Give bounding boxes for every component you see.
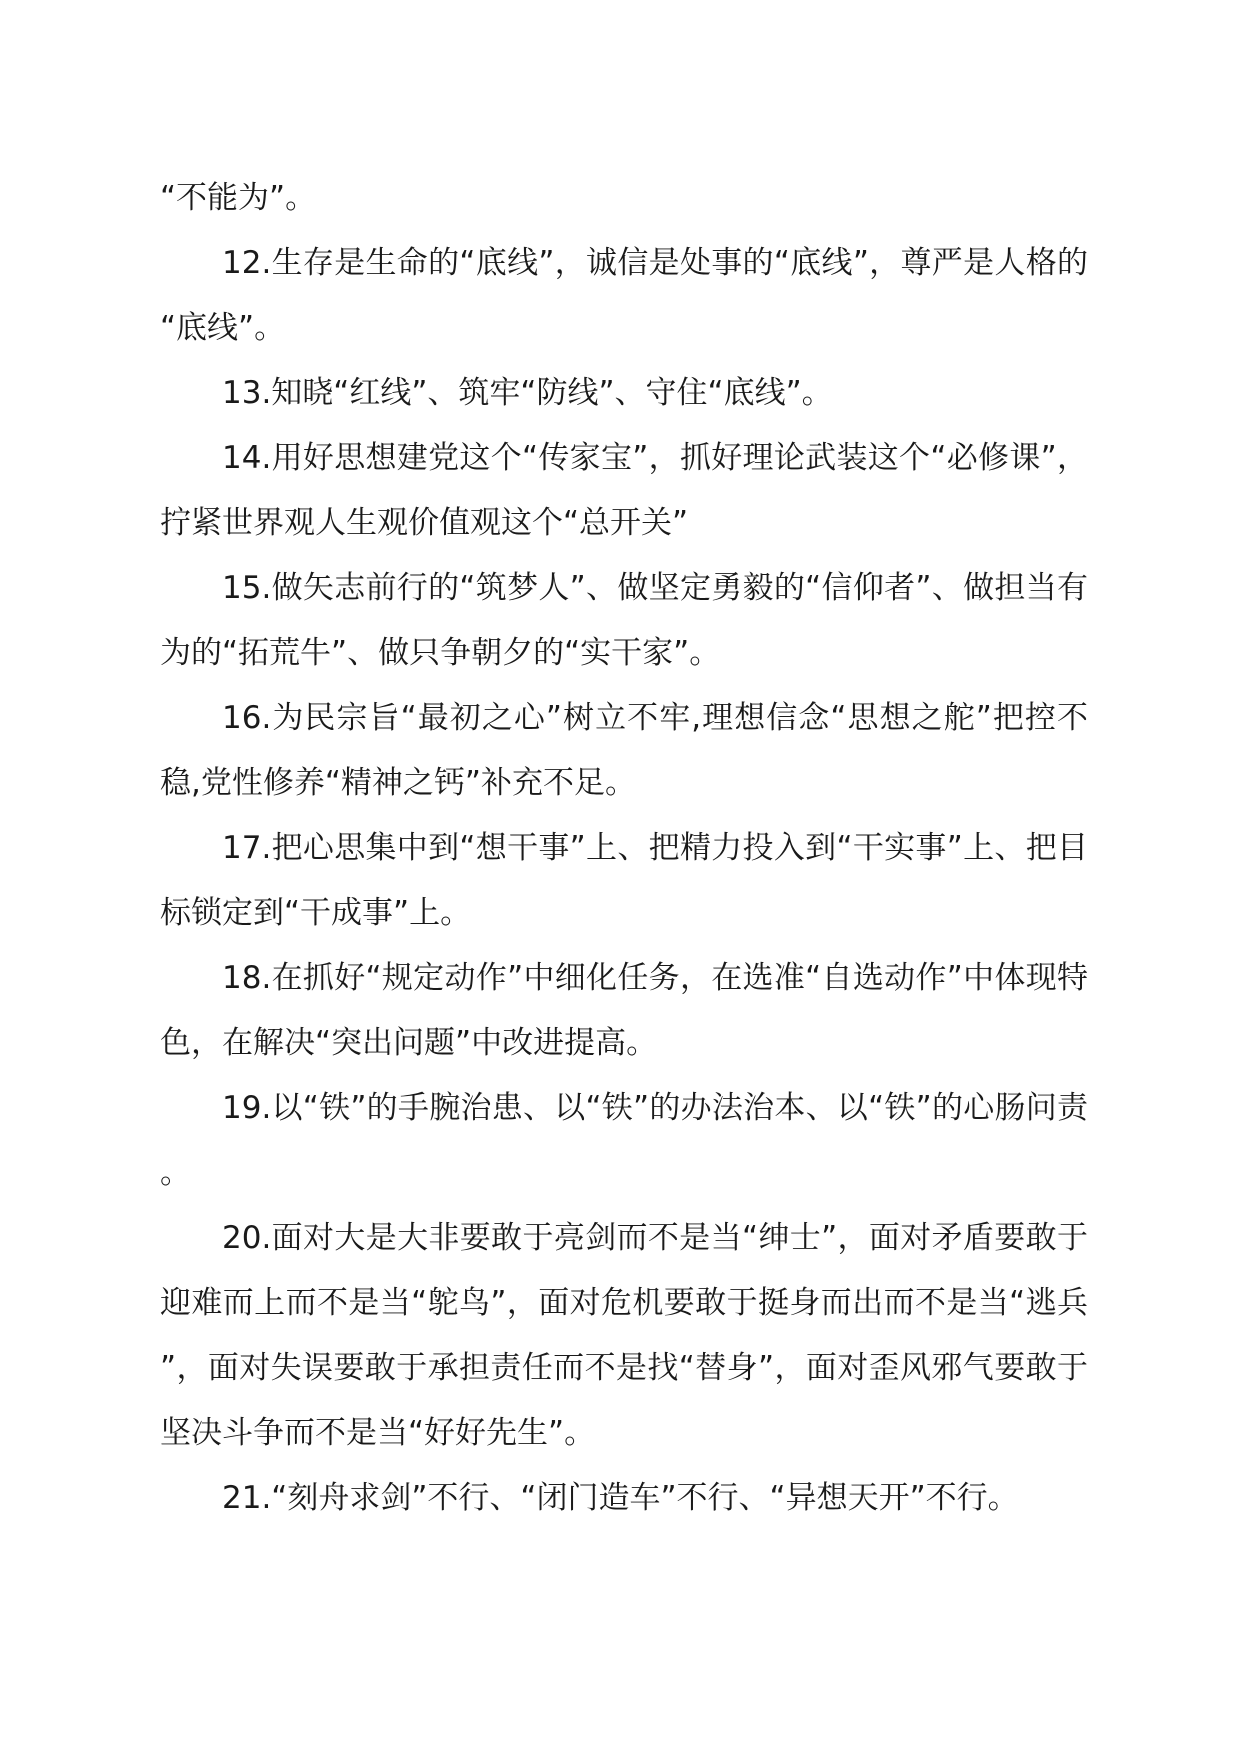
paragraph-item-19: 19.以“铁”的手腕治患、以“铁”的办法治本、以“铁”的心肠问责。 [160,1090,1088,1191]
paragraph-item-16: 16.为民宗旨“最初之心”树立不牢,理想信念“思想之舵”把控不稳,党性修养“精神之钙”补充不足。 [160,700,1088,801]
paragraph-item-14: 14.用好思想建党这个“传家宝”，抓好理论武装这个“必修课”，拧紧世界观人生观价值观这个“总开关” [160,440,1088,541]
paragraph-item-20: 20.面对大是大非要敢于亮剑而不是当“绅士”，面对矛盾要敢于迎难而上而不是当“鸵鸟”，面对危机要敢于挺身而出而不是当“逃兵”，面对失误要敢于承担责任而不是找“替身”，面对歪风邪气要敢于坚决斗争而不是当“好好先生”。 [160,1220,1088,1451]
paragraph-item-18: 18.在抓好“规定动作”中细化任务，在选准“自选动作”中体现特色，在解决“突出问题”中改进提高。 [160,960,1088,1061]
document-body [160,166,1088,1531]
paragraph-item-12: 12.生存是生命的“底线”，诚信是处事的“底线”，尊严是人格的“底线”。 [160,245,1088,346]
paragraph-item-13: 13.知晓“红线”、筑牢“防线”、守住“底线”。 [222,375,833,411]
paragraph-item-17: 17.把心思集中到“想干事”上、把精力投入到“干实事”上、把目标锁定到“干成事”上。 [160,830,1088,931]
paragraph-item-21: 21.“刻舟求剑”不行、“闭门造车”不行、“异想天开”不行。 [222,1480,1019,1516]
paragraph-continued: “不能为”。 [160,180,317,216]
paragraph-item-15: 15.做矢志前行的“筑梦人”、做坚定勇毅的“信仰者”、做担当有为的“拓荒牛”、做只争朝夕的“实干家”。 [160,570,1088,671]
